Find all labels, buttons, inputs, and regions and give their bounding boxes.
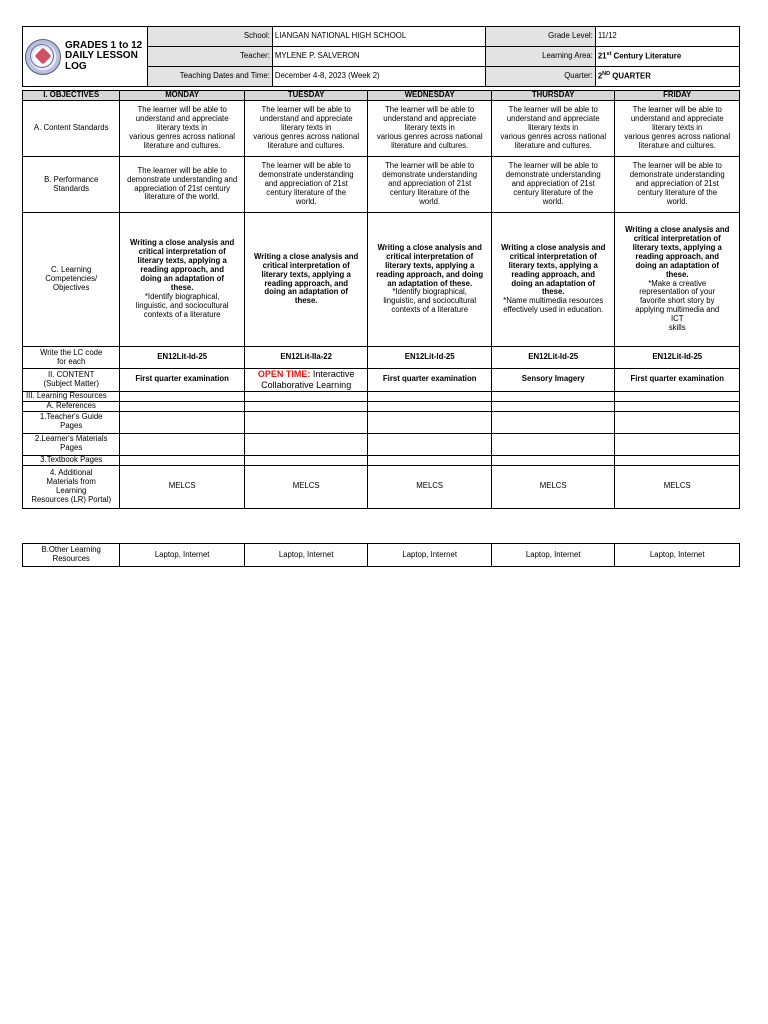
- empty-cell: [244, 433, 368, 455]
- lc-code-wednesday: EN12Lit-Id-25: [368, 347, 492, 369]
- performance-standards-label: B. Performance Standards: [23, 157, 120, 213]
- dll-title-line-1: GRADES 1 to 12: [65, 39, 143, 51]
- day-header-tuesday: TUESDAY: [244, 91, 368, 101]
- empty-cell: [120, 391, 245, 401]
- competency-bold-tuesday: Writing a close analysis and critical interpretation of literary texts, applying a reading approach, and doing an adaptation of these.: [254, 251, 359, 306]
- additional-thursday: MELCS: [491, 465, 615, 508]
- quarter-value: [595, 67, 739, 87]
- empty-cell: [368, 433, 492, 455]
- content-standards-wednesday: The learner will be able to understand and appreciate literary texts in various genres across national literature and cultures.: [368, 101, 492, 157]
- logo-cell: [23, 27, 148, 87]
- dll-title-line-3: LOG: [65, 60, 87, 72]
- day-header-thursday: THURSDAY: [491, 91, 615, 101]
- content-monday: First quarter examination: [120, 369, 245, 392]
- textbook-label: 3.Textbook Pages: [23, 455, 120, 465]
- competency-note-friday: *Make a creative representation of your favorite short story by applying multimedia and ICT skills: [635, 278, 720, 333]
- quarter-num: 2: [597, 71, 603, 81]
- objectives-header: I. OBJECTIVES: [23, 91, 120, 101]
- learning-area-label: Learning Area:: [486, 47, 595, 67]
- competencies-label: C. Learning Competencies/ Objectives: [23, 213, 120, 347]
- competencies-monday: [120, 213, 245, 347]
- content-tuesday: [244, 369, 368, 392]
- grade-level-value: 11/12: [595, 27, 739, 47]
- content-standards-thursday: The learner will be able to understand and appreciate literary texts in various genres across national literature and cultures.: [491, 101, 615, 157]
- dll-title-line-2: DAILY LESSON: [65, 50, 138, 62]
- deped-seal-icon: [25, 39, 61, 75]
- performance-standards-thursday: The learner will be able to demonstrate understanding and appreciation of 21st century literature of the world.: [491, 157, 615, 213]
- lc-code-tuesday: EN12Lit-IIa-22: [244, 347, 368, 369]
- learning-resources-label: III. Learning Resources: [23, 391, 120, 401]
- additional-friday: MELCS: [615, 465, 740, 508]
- empty-cell: [491, 391, 615, 401]
- open-time-text: Interactive Collaborative Learning: [261, 369, 355, 390]
- additional-materials-label: 4. Additional Materials from Learning Resources (LR) Portal): [23, 465, 120, 508]
- empty-cell: [491, 433, 615, 455]
- competency-bold-monday: Writing a close analysis and critical interpretation of literary texts, applying a reading approach, and doing an adaptation of these.: [130, 238, 235, 292]
- dll-title: [65, 41, 142, 73]
- learning-area-text: Century Literature: [611, 51, 682, 61]
- empty-cell: [368, 401, 492, 411]
- other-resources-label: B.Other Learning Resources: [23, 544, 120, 567]
- empty-cell: [368, 391, 492, 401]
- other-resources-tuesday: Laptop, Internet: [244, 544, 368, 567]
- empty-cell: [244, 455, 368, 465]
- empty-cell: [368, 455, 492, 465]
- empty-cell: [120, 411, 245, 433]
- competencies-friday: [615, 213, 740, 347]
- competency-bold-wednesday: Writing a close analysis and critical interpretation of literary texts, applying a reading approach, and doing an adaptation of these.: [376, 242, 484, 288]
- empty-cell: [615, 391, 740, 401]
- lc-code-thursday: EN12Lit-Id-25: [491, 347, 615, 369]
- grade-level-label: Grade Level:: [486, 27, 595, 47]
- performance-standards-friday: The learner will be able to demonstrate understanding and appreciation of 21st century literature of the world.: [615, 157, 740, 213]
- empty-cell: [120, 455, 245, 465]
- lesson-log-table: [22, 90, 740, 509]
- empty-cell: [615, 455, 740, 465]
- other-resources-wednesday: Laptop, Internet: [368, 544, 492, 567]
- content-friday: First quarter examination: [615, 369, 740, 392]
- header-table: [22, 26, 740, 87]
- lc-code-monday: EN12Lit-Id-25: [120, 347, 245, 369]
- other-resources-thursday: Laptop, Internet: [491, 544, 615, 567]
- content-wednesday: First quarter examination: [368, 369, 492, 392]
- quarter-sup: ND: [602, 71, 611, 78]
- empty-cell: [120, 433, 245, 455]
- dates-label: Teaching Dates and Time:: [147, 67, 272, 87]
- school-label: School:: [147, 27, 272, 47]
- empty-cell: [244, 411, 368, 433]
- learning-area-sup: st: [606, 51, 612, 58]
- dates-value: December 4-8, 2023 (Week 2): [272, 67, 486, 87]
- content-standards-tuesday: The learner will be able to understand and appreciate literary texts in various genres across national literature and cultures.: [244, 101, 368, 157]
- empty-cell: [615, 411, 740, 433]
- other-resources-friday: Laptop, Internet: [615, 544, 740, 567]
- content-thursday: Sensory Imagery: [491, 369, 615, 392]
- competency-note-wednesday: *Identify biographical, linguistic, and sociocultural contexts of a literature: [383, 287, 477, 315]
- content-standards-monday: The learner will be able to understand and appreciate literary texts in various genres across national literature and cultures.: [120, 101, 245, 157]
- empty-cell: [244, 401, 368, 411]
- additional-tuesday: MELCS: [244, 465, 368, 508]
- competency-bold-thursday: Writing a close analysis and critical interpretation of literary texts, applying a reading approach, and doing an adaptation of these.: [501, 242, 606, 297]
- performance-standards-monday: The learner will be able to demonstrate understanding and appreciation of 21st century literature of the world.: [120, 157, 245, 213]
- school-value: LIANGAN NATIONAL HIGH SCHOOL: [272, 27, 486, 47]
- teacher-value: MYLENE P. SALVERON: [272, 47, 486, 67]
- lc-code-friday: EN12Lit-Id-25: [615, 347, 740, 369]
- day-header-friday: FRIDAY: [615, 91, 740, 101]
- quarter-label: Quarter:: [486, 67, 595, 87]
- empty-cell: [491, 411, 615, 433]
- quarter-text: QUARTER: [610, 71, 651, 81]
- other-resources-table: [22, 543, 740, 567]
- empty-cell: [368, 411, 492, 433]
- content-standards-friday: The learner will be able to understand and appreciate literary texts in various genres across national literature and cultures.: [615, 101, 740, 157]
- learning-area-num: 21: [597, 51, 607, 61]
- lc-code-label: Write the LC code for each: [23, 347, 120, 369]
- learners-materials-label: 2.Learner's Materials Pages: [23, 433, 120, 455]
- empty-cell: [491, 455, 615, 465]
- references-label: A. References: [23, 401, 120, 411]
- other-resources-monday: Laptop, Internet: [120, 544, 245, 567]
- teachers-guide-label: 1.Teacher's Guide Pages: [23, 411, 120, 433]
- performance-standards-tuesday: The learner will be able to demonstrate understanding and appreciation of 21st century literature of the world.: [244, 157, 368, 213]
- empty-cell: [244, 391, 368, 401]
- competency-note-monday: *Identify biographical, linguistic, and sociocultural contexts of a literature: [135, 291, 229, 319]
- performance-standards-wednesday: The learner will be able to demonstrate understanding and appreciation of 21st century literature of the world.: [368, 157, 492, 213]
- competency-bold-friday: Writing a close analysis and critical interpretation of literary texts, applying a reading approach, and doing an adaptation of these.: [625, 224, 730, 279]
- day-header-wednesday: WEDNESDAY: [368, 91, 492, 101]
- day-header-monday: MONDAY: [120, 91, 245, 101]
- empty-cell: [615, 401, 740, 411]
- competencies-wednesday: [368, 213, 492, 347]
- empty-cell: [491, 401, 615, 411]
- empty-cell: [120, 401, 245, 411]
- additional-wednesday: MELCS: [368, 465, 492, 508]
- competencies-tuesday: [244, 213, 368, 347]
- additional-monday: MELCS: [120, 465, 245, 508]
- content-standards-label: A. Content Standards: [23, 101, 120, 157]
- competencies-thursday: [491, 213, 615, 347]
- empty-cell: [615, 433, 740, 455]
- learning-area-value: [595, 47, 739, 67]
- competency-note-thursday: *Name multimedia resources effectively used in education.: [503, 296, 604, 315]
- content-label: II. CONTENT (Subject Matter): [23, 369, 120, 392]
- teacher-label: Teacher:: [147, 47, 272, 67]
- open-time-label: OPEN TIME:: [257, 369, 311, 379]
